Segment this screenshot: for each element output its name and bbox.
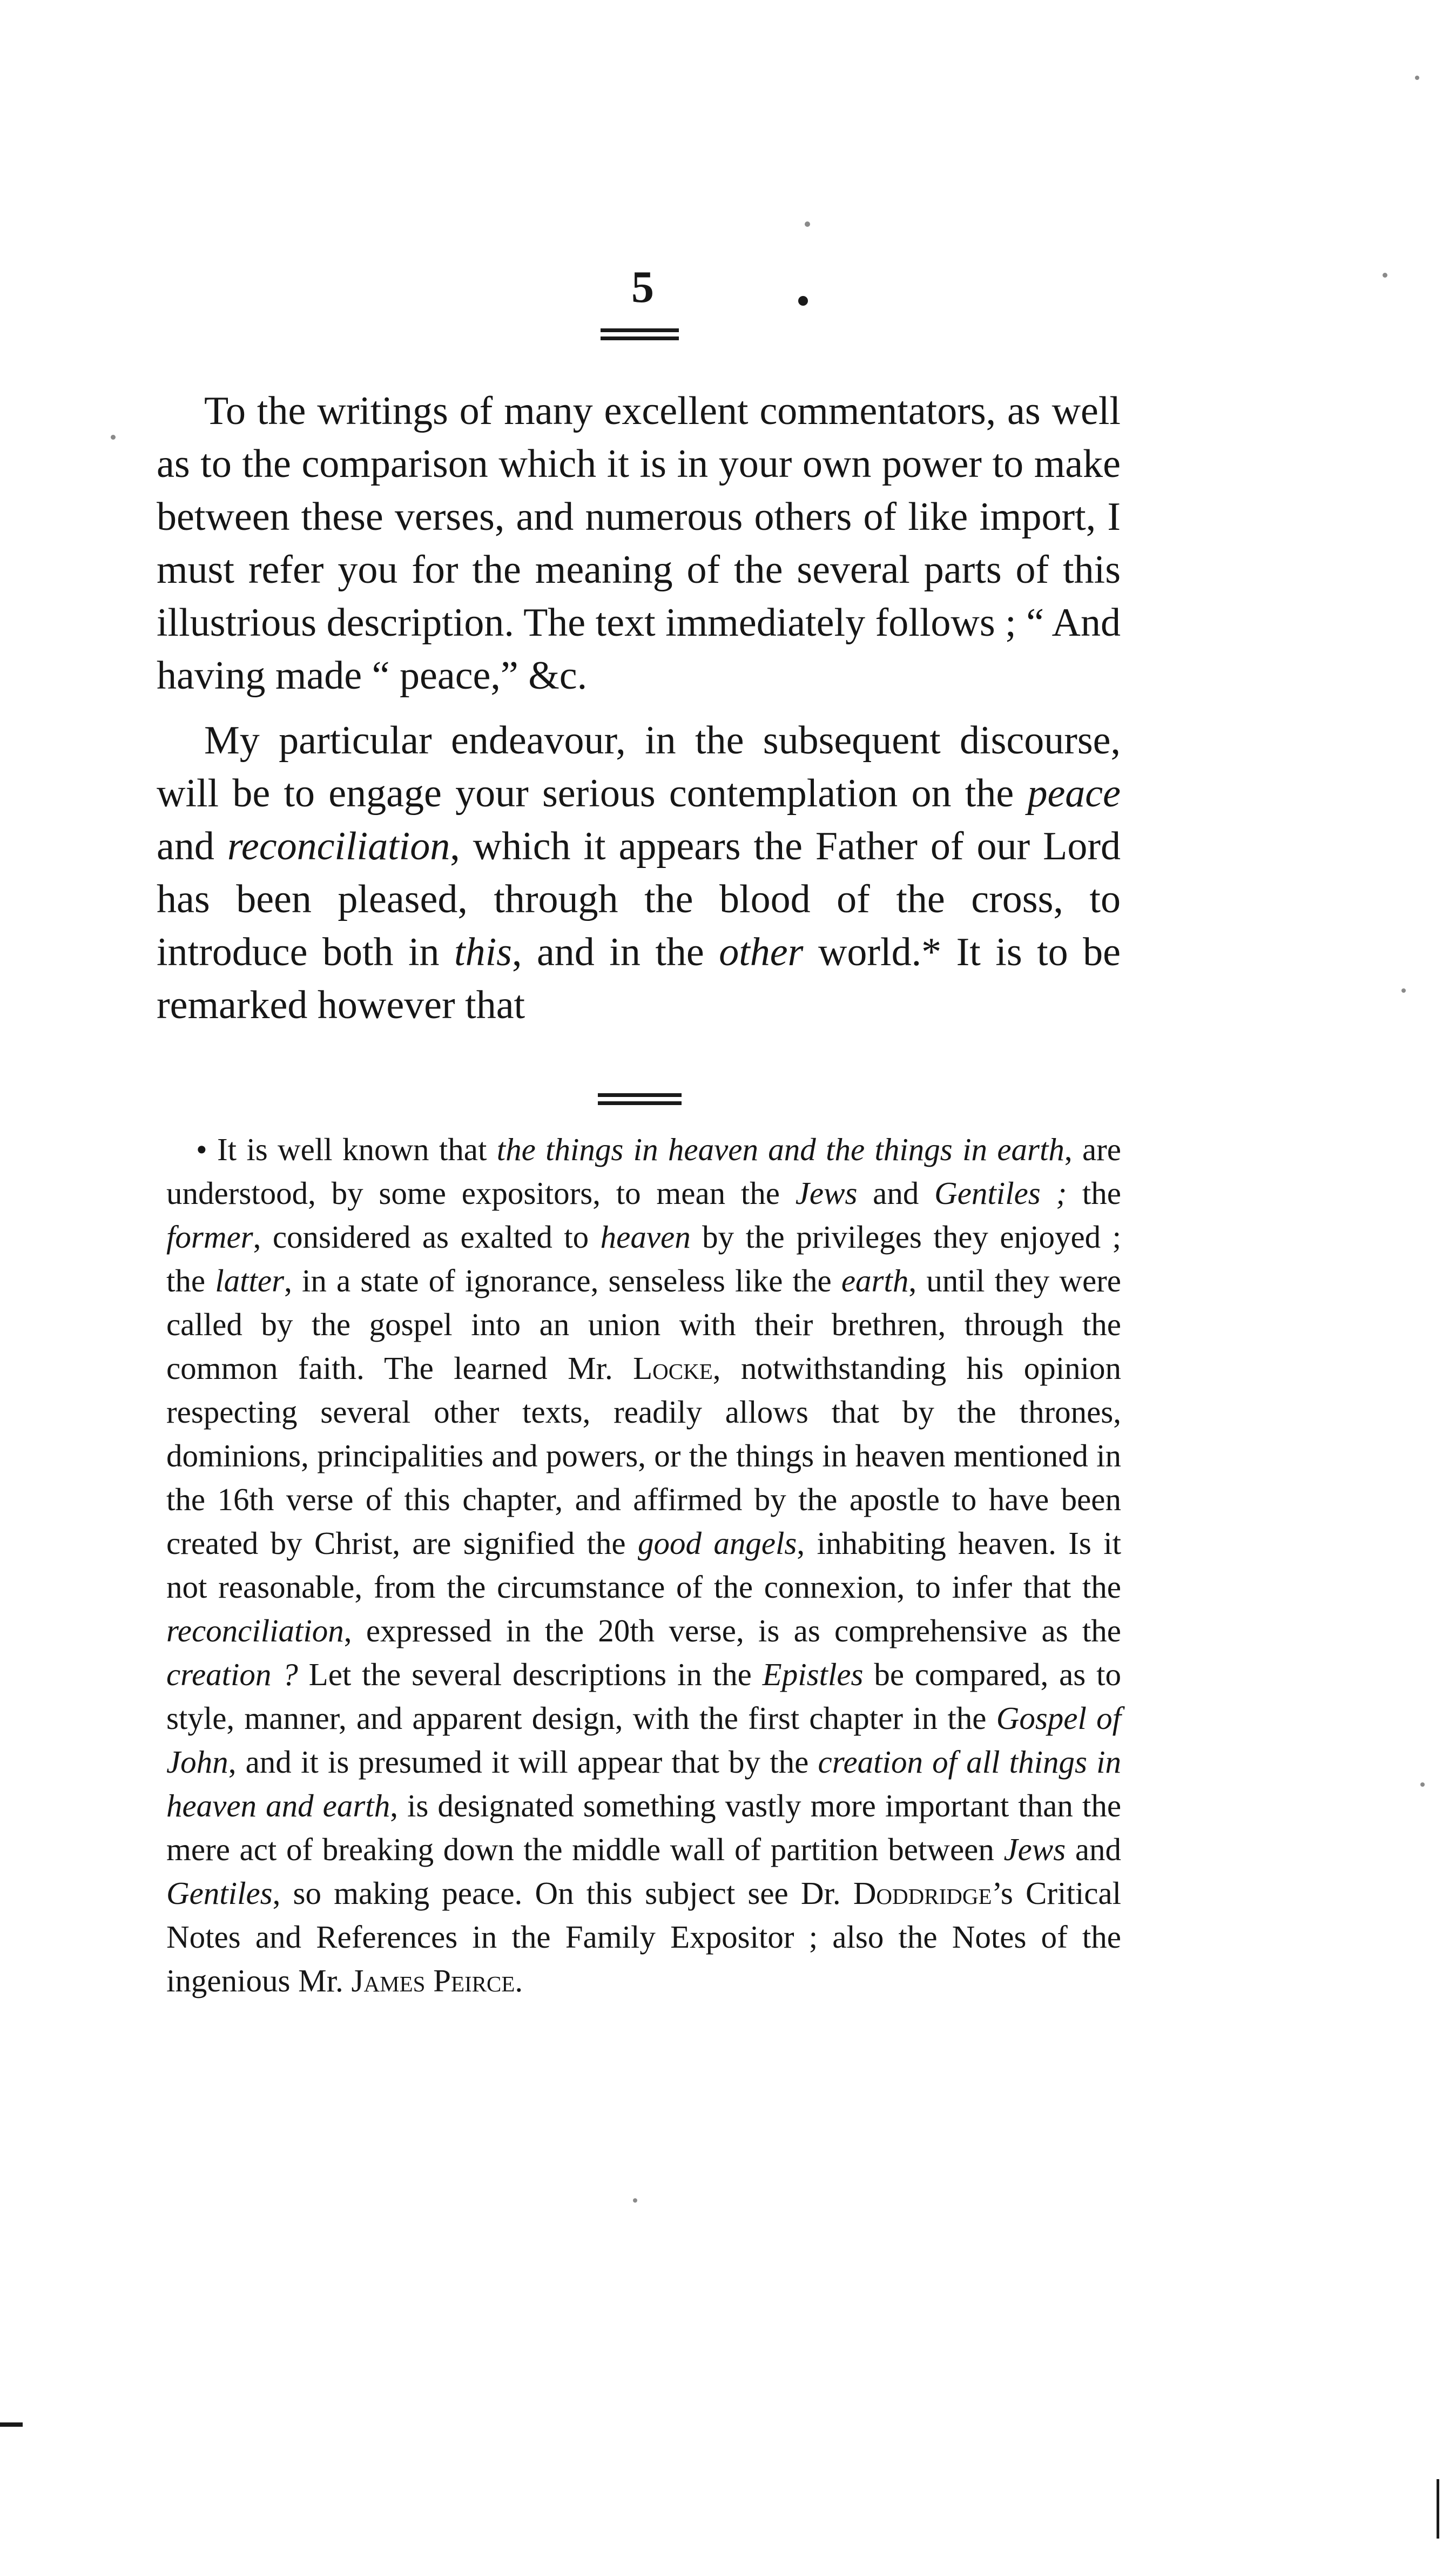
text-run: , notwithstanding his opinion respecting several other texts, readily allows that by the thrones, dominions, principalities and powers, or the things in heaven mentioned in the 16th verse of this chapter, and affirmed by the apostle to have been created by Christ, are signified the [166,1350,1121,1561]
text-run: , so making peace. On this subject see Dr. [272,1875,853,1911]
scan-speck [805,221,810,227]
italic-run: latter [215,1263,285,1298]
text-run: , and in the [511,930,719,974]
text-run: My particular endeavour, in the subsequent discourse, will be to engage your serious contemplation on the [157,718,1121,816]
italic-run: the things in heaven and the things in earth [496,1132,1064,1167]
main-text [157,385,1121,1032]
small-caps-run: Doddridge [853,1875,992,1911]
italic-run: Gentiles [166,1875,273,1911]
italic-run: Gentiles ; [934,1175,1067,1211]
text-run: , in a state of ignorance, senseless like the [284,1263,841,1298]
header-double-rule [601,328,679,340]
italic-run: peace [1027,771,1121,816]
text-run: ’s Critical Notes and References in the Family Expositor ; also the Notes of the ingenious Mr. [166,1875,1121,1998]
text-run: Let the several descriptions in the [298,1657,763,1692]
italic-run: reconciliation [227,824,450,869]
paragraph-1-text: To the writings of many excellent commentators, as well as to the comparison which it is in your own power to make between these verses, and numerous others of like import, I must refer you for the meaning of the several parts of this illustrious description. The text immediately follows ; “ And having made “ peace,” &c. [157,389,1121,698]
edge-mark [0,2422,23,2427]
italic-run: good angels [637,1525,797,1561]
footnote-double-rule [598,1093,682,1105]
small-caps-run: James Peirce [351,1963,515,1998]
page-number: 5 [631,262,654,312]
text-run: , until they were called by the gospel into an union with their brethren, through the common faith. The learned Mr. [166,1263,1121,1386]
footnote-paragraph [166,1128,1121,2003]
text-run: be compared, as to style, manner, and apparent design, with the first chapter in the [166,1657,1121,1736]
scan-speck [1420,1782,1425,1787]
text-run: , inhabiting heaven. Is it not reasonable, from the circumstance of the connexion, to infer that the [166,1525,1121,1605]
italic-run: creation ? [166,1657,298,1692]
text-run: the [1067,1175,1121,1211]
italic-run: former [166,1219,253,1255]
italic-run: Jews [1003,1832,1066,1867]
italic-run: Gospel of John [166,1700,1121,1780]
text-run: , are understood, by some expositors, to mean the [166,1132,1121,1211]
italic-run: earth [841,1263,909,1298]
scan-speck [1383,273,1387,278]
italic-run: heaven [600,1219,691,1255]
edge-mark [1437,2479,1439,2539]
scan-speck [1401,988,1406,993]
paragraph-1 [157,385,1121,702]
paragraph-2 [157,714,1121,1032]
footnote [166,1128,1121,2003]
text-run: . [515,1963,523,1998]
text-run: and [857,1175,935,1211]
dot-mark [798,296,808,306]
text-run: world.* It is to be remarked however that [157,930,1121,1027]
italic-run: this [454,930,512,974]
text-run: and [157,824,227,869]
scan-speck [1415,76,1419,80]
italic-run: other [719,930,804,974]
italic-run: Epistles [762,1657,864,1692]
text-run: by the privileges they enjoyed ; the [166,1219,1121,1298]
text-run: , expressed in the 20th verse, is as comprehensive as the [343,1613,1121,1648]
scan-speck [633,2198,637,2203]
italic-run: creation of all things in heaven and earth [166,1744,1121,1823]
text-run: , considered as exalted to [253,1219,601,1255]
text-run: , is designated something vastly more important than the mere act of breaking down the middle wall of partition between [166,1788,1122,1867]
text-run: and [1066,1832,1122,1867]
text-run: • It is well known that [196,1132,497,1167]
text-run: , and it is presumed it will appear that by the [228,1744,818,1780]
small-caps-run: Locke [633,1350,713,1386]
italic-run: Jews [795,1175,858,1211]
text-run: , which it appears the Father of our Lord has been pleased, through the blood of the cross, to introduce both in [157,824,1121,974]
scan-speck [111,435,116,440]
italic-run: reconciliation [166,1613,344,1648]
